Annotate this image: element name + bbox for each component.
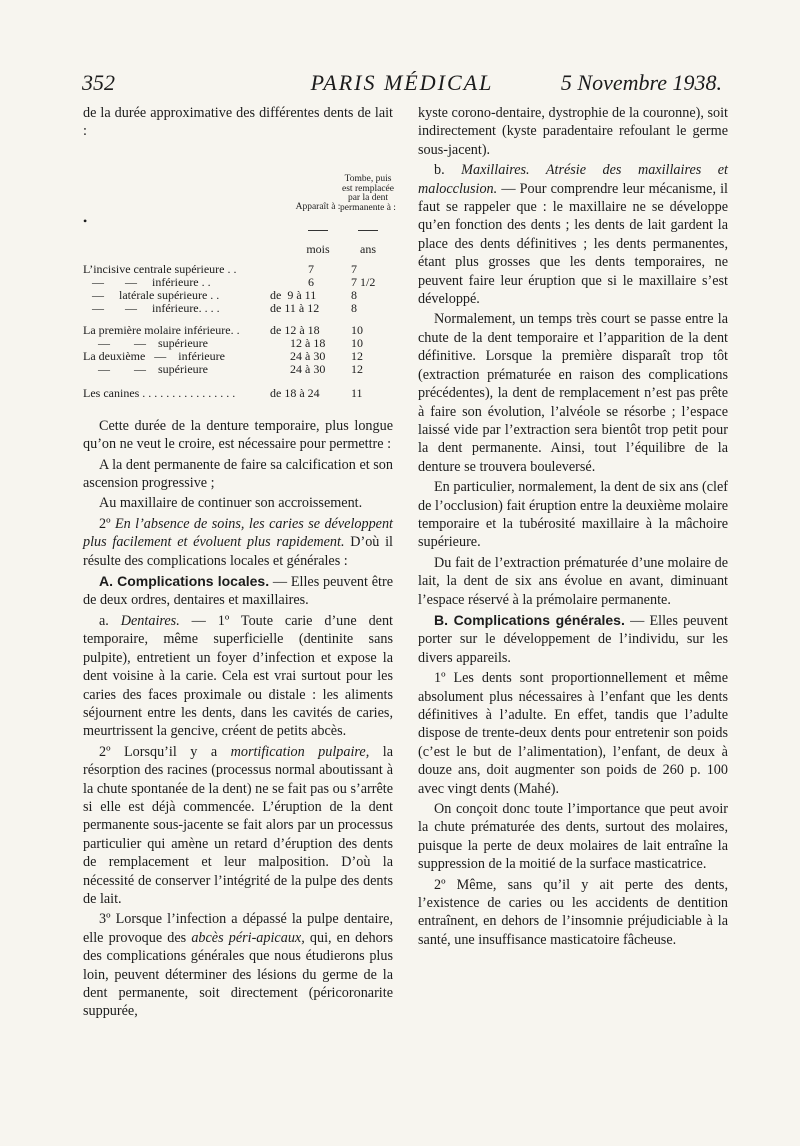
left-column bbox=[83, 104, 396, 1023]
paragraph bbox=[83, 515, 393, 570]
row-replaced: 8 bbox=[351, 300, 357, 315]
section-heading: A. Complications locales. bbox=[99, 573, 270, 590]
paragraph-text: qui, en dehors des complications générales que nous étudierons plus loin, peuvent déterminer des lésions du germe de la dent permanente, soit directement (péricoronarite suppurée, bbox=[83, 929, 393, 1020]
paragraph-lead: 2º bbox=[99, 515, 115, 532]
section-heading-paragraph bbox=[83, 572, 393, 610]
table-row bbox=[83, 363, 393, 377]
emphasis: mortification pulpaire, bbox=[230, 743, 370, 760]
paragraph: Au maxillaire de continuer son accroissement. bbox=[99, 495, 363, 512]
paragraph: 1º Les dents sont proportionnellement et même absolument plus nécessaires à l’enfant que les dents définitives à l’adulte. En effet, tandis que l’adulte dispose de trente-deux dents pour entretenir son poids (c’est le but de l’alimentation), l’enfant, de deux à douze ans, doit augmenter son poids de 260 p. 100 avec vingt dents (Mahé). bbox=[418, 670, 728, 797]
paragraph: Normalement, un temps très court se passe entre la chute de la dent temporaire et l’apparition de la dent définitive. Lorsque la première disparaît trop tôt (extraction prématurée en raison des complications précédentes), la dent de remplacement n’est pas prête à faire son évolution, l’alvéole se résorbe ; l’espace laissé vide par l’extraction sera bientôt trop petit pour la dent permanente. Ainsi, tout l’équilibre de la denture se trouvera bouleversé. bbox=[418, 311, 728, 475]
row-replaced: 7 1/2 bbox=[351, 274, 376, 289]
page-header bbox=[82, 70, 722, 100]
row-label: — latérale supérieure . . bbox=[83, 287, 220, 302]
row-replaced: 7 bbox=[351, 261, 357, 276]
row-appears: de 9 à 11 bbox=[270, 287, 317, 302]
table-row bbox=[83, 302, 393, 316]
paragraph: On conçoit donc toute l’importance que peut avoir la chute prématurée des dents, surtout des molaires, puisque la perte de deux molaires de lait entraîne la suppression de la moitié de la surface masticatrice. bbox=[418, 801, 728, 873]
row-label: — — supérieure bbox=[83, 335, 208, 350]
paragraph-text: la résorption des racines (processus normal aboutissant à la chute spontanée de la dent) ne se fait pas ou s’arrête si elle est déjà commencée. L’éruption de la dent permanente sous-jacente se fait alors par un processus particulier qui amène un retard d’éruption des dents de remplacement et leur malposition. D’où la nécessité de conserver l’intégrité de la pulpe des dents de lait. bbox=[83, 743, 393, 907]
section-heading-paragraph bbox=[418, 611, 728, 667]
row-replaced: 10 bbox=[351, 335, 363, 350]
paragraph-lead: 3º Lorsque l’infection a dépassé la pulpe dentaire, elle provoque des bbox=[83, 911, 393, 946]
emphasis: Dentaires. bbox=[120, 612, 180, 629]
paragraph bbox=[83, 612, 393, 741]
paragraph bbox=[83, 743, 393, 909]
row-appears: de 18 à 24 bbox=[270, 385, 320, 400]
paragraph-text: — Pour comprendre leur mécanisme, il faut se rappeler que : le maxillaire ne se développe qu’en fonction des dents ; les dents de lait gardent la place des dents définitives ; les dents permanentes, étant plus grosses que les dents temporaires, ne peuvent faire leur éruption que si le maxillaire s’est développé. bbox=[418, 180, 728, 308]
row-label: Les canines . . . . . . . . . . . . . . . . bbox=[83, 385, 236, 400]
paragraph-text: — 1º Toute carie d’une dent temporaire, même superficielle (dentinite sans pulpite), entretient un foyer d’infection et expose la dent voisine à la carie. Cela est vrai surtout pour les caries des faces proximale ou distale : les aliments séjournent entre les dents, dans les cavités de caries, meurtrissent la gencive, créent de petits abcès. bbox=[83, 612, 393, 740]
emphasis: Maxillaires. Atrésie des maxillaires et malocclusion. bbox=[418, 162, 729, 197]
paragraph-text: D’où il résulte des complications locales et générales : bbox=[83, 534, 393, 569]
row-appears: 7 bbox=[308, 261, 314, 276]
row-replaced: 8 bbox=[351, 287, 357, 302]
row-replaced: 10 bbox=[351, 322, 363, 337]
row-label: — — inférieure. . . . bbox=[83, 300, 220, 315]
unit-years: ans bbox=[360, 241, 376, 256]
journal-title: PARIS MÉDICAL bbox=[310, 70, 494, 95]
section-heading: B. Complications générales. bbox=[434, 611, 625, 628]
unit-months: mois bbox=[306, 241, 330, 256]
paragraph-lead: a. bbox=[99, 612, 121, 629]
row-replaced: 12 bbox=[351, 361, 363, 376]
page-number: 352 bbox=[82, 70, 115, 95]
row-label: — — inférieure . . bbox=[83, 274, 211, 289]
row-replaced: 12 bbox=[351, 348, 363, 363]
paragraph: kyste corono-dentaire, dystrophie de la couronne), soit indirectement (kyste paradentaire refoulant le germe sous-jacent). bbox=[418, 105, 728, 158]
emphasis: En l’absence de soins, les caries se développent plus facilement et évoluent plus rapidement. bbox=[83, 515, 393, 551]
row-appears: de 11 à 12 bbox=[270, 300, 320, 315]
paragraph: 2º Même, sans qu’il y ait perte des dents, l’existence de caries ou les accidents de dentition entraînent, en dehors de l’insomnie préjudiciable à la santé, une insuffisance masticatoire fâcheuse. bbox=[418, 876, 728, 948]
paragraph bbox=[418, 161, 728, 308]
row-appears: 24 à 30 bbox=[290, 361, 326, 376]
paragraph-lead: 2º Lorsqu’il y a bbox=[99, 743, 231, 760]
paragraph: A la dent permanente de faire sa calcification et son ascension progressive ; bbox=[83, 456, 393, 492]
right-column bbox=[418, 104, 728, 951]
issue-date: 5 Novembre 1938. bbox=[560, 70, 722, 95]
teeth-table bbox=[83, 145, 396, 400]
header-rule bbox=[308, 230, 328, 231]
paragraph-text: — Elles peuvent porter sur le développement de l’individu, sur les divers appareils. bbox=[418, 612, 729, 666]
table-header-appears: Apparaît à : bbox=[295, 201, 341, 212]
row-appears: de 12 à 18 bbox=[270, 322, 320, 337]
row-label: L’incisive centrale supérieure . . bbox=[83, 261, 237, 276]
paragraph bbox=[83, 910, 393, 1020]
row-label: — — supérieure bbox=[83, 361, 208, 376]
paragraph-lead: b. bbox=[434, 162, 462, 179]
row-label: La deuxième — inférieure bbox=[83, 348, 225, 363]
row-appears: 6 bbox=[308, 274, 314, 289]
bullet-mark: • bbox=[83, 213, 88, 228]
paragraph: Cette durée de la denture temporaire, plus longue qu’on ne veut le croire, est nécessaire pour permettre : bbox=[83, 417, 393, 453]
header-rule bbox=[358, 230, 378, 231]
table-header-replaced: Tombe, puis est remplacée par la dent permanente à : bbox=[340, 173, 396, 214]
row-replaced: 11 bbox=[351, 385, 363, 400]
row-appears: 12 à 18 bbox=[290, 335, 326, 350]
intro-paragraph: de la durée approximative des différentes dents de lait : bbox=[83, 105, 393, 140]
paragraph: En particulier, normalement, la dent de six ans (clef de l’occlusion) fait éruption entre la deuxième molaire temporaire et la tubérosité maxillaire à la mâchoire supérieure. bbox=[418, 479, 728, 551]
paragraph-text: — Elles peuvent être de deux ordres, dentaires et maxillaires. bbox=[83, 574, 393, 609]
table-row bbox=[83, 387, 393, 401]
row-label: La première molaire inférieure. . bbox=[83, 322, 240, 337]
paragraph: Du fait de l’extraction prématurée d’une molaire de lait, la dent de six ans évolue en avant, diminuant l’espace réservé à la prémolaire permanente. bbox=[418, 554, 728, 608]
row-appears: 24 à 30 bbox=[290, 348, 326, 363]
emphasis: abcès péri-apicaux, bbox=[191, 929, 305, 946]
